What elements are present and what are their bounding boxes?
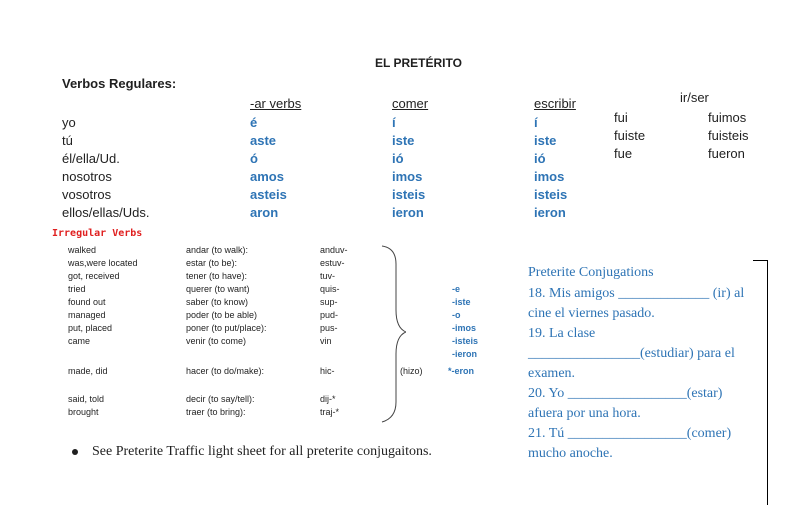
- exercise-line: 19. La clase: [528, 326, 596, 341]
- ar-ending: aste: [250, 133, 277, 148]
- ir-ending: ió: [534, 151, 546, 166]
- exercise-line: afuera por una hora.: [528, 406, 641, 421]
- irregular-stem: hic-: [320, 366, 335, 376]
- ir-ser-form: fuisteis: [708, 128, 749, 143]
- er-ending: iste: [392, 133, 415, 148]
- irregular-english: tried: [68, 284, 86, 294]
- ir-ending: iste: [534, 133, 557, 148]
- er-ending: ieron: [392, 205, 424, 220]
- irregular-infinitive: querer (to want): [186, 284, 250, 294]
- exercise-box-top-edge: [753, 260, 768, 261]
- irregular-stem: pud-: [320, 310, 339, 320]
- ar-ending: ó: [250, 151, 258, 166]
- irregular-stem: tuv-: [320, 271, 336, 281]
- ir-ending: í: [534, 115, 538, 130]
- er-ending: imos: [392, 169, 423, 184]
- er-ending: í: [392, 115, 396, 130]
- note-text: See Preterite Traffic light sheet for all preterite conjugaitons.: [92, 444, 432, 459]
- irregular-english: found out: [68, 297, 106, 307]
- ir-ser-form: fue: [614, 146, 633, 161]
- pronoun: tú: [62, 133, 73, 148]
- ar-ending: amos: [250, 169, 284, 184]
- comer-heading: comer: [392, 96, 429, 111]
- er-ending: isteis: [392, 187, 426, 202]
- irregular-infinitive: tener (to have):: [186, 271, 248, 281]
- pronoun: él/ella/Ud.: [62, 151, 120, 166]
- irregular-english: brought: [68, 407, 99, 417]
- ir-ser-heading: ir/ser: [680, 90, 709, 105]
- pronoun: ellos/ellas/Uds.: [62, 205, 150, 220]
- irregular-infinitive: saber (to know): [186, 297, 249, 307]
- irregular-infinitive: poder (to be able): [186, 310, 258, 320]
- irregular-english: walked: [68, 245, 97, 255]
- ir-ending: ieron: [534, 205, 566, 220]
- irregular-english: was,were located: [68, 258, 138, 268]
- irregular-infinitive: hacer (to do/make):: [186, 366, 265, 376]
- irregular-ending: -iste: [452, 297, 471, 307]
- pronoun: yo: [62, 115, 76, 130]
- irregular-stem: vin: [320, 336, 332, 346]
- irregular-stem: pus-: [320, 323, 338, 333]
- exercise-line: examen.: [528, 366, 576, 381]
- irregular-ending: -o: [452, 310, 461, 320]
- irregular-stem: traj-*: [320, 407, 340, 417]
- irregular-ending: -ieron: [452, 349, 478, 359]
- exercise-line: 18. Mis amigos _____________ (ir) al: [528, 286, 745, 301]
- irregular-stem: sup-: [320, 297, 338, 307]
- ar-ending: aron: [250, 205, 279, 220]
- irregular-english: said, told: [68, 394, 105, 404]
- ir-ser-form: fui: [614, 110, 628, 125]
- irregular-ending: -imos: [452, 323, 477, 333]
- ir-ser-form: fuiste: [614, 128, 646, 143]
- ir-ending: isteis: [534, 187, 568, 202]
- exercise-line: cine el viernes pasado.: [528, 306, 655, 321]
- ir-ending: imos: [534, 169, 565, 184]
- ar-ending: é: [250, 115, 258, 130]
- irregular-infinitive: traer (to bring):: [186, 407, 246, 417]
- irregular-infinitive: poner (to put/place):: [186, 323, 267, 333]
- irregular-infinitive: andar (to walk):: [186, 245, 249, 255]
- pronoun: vosotros: [62, 187, 112, 202]
- irregular-english: managed: [68, 310, 106, 320]
- exercise-line: 21. Tú _________________(comer): [528, 426, 732, 441]
- irregular-english: made, did: [68, 366, 108, 376]
- exercise-heading: Preterite Conjugations: [528, 265, 654, 280]
- irregular-infinitive: decir (to say/tell):: [186, 394, 255, 404]
- hizo-note: (hizo): [400, 366, 423, 376]
- er-ending: ió: [392, 151, 404, 166]
- irregular-stem: dij-*: [320, 394, 336, 404]
- escribir-heading: escribir: [534, 96, 576, 111]
- irregular-english: got, received: [68, 271, 120, 281]
- ir-ser-form: fueron: [708, 146, 745, 161]
- ar-ending: asteis: [250, 187, 287, 202]
- irregular-stem: estuv-: [320, 258, 345, 268]
- exercise-line: 20. Yo _________________(estar): [528, 386, 723, 401]
- pronoun: nosotros: [62, 169, 112, 184]
- irregular-english: put, placed: [68, 323, 113, 333]
- traffic-light-note: [72, 444, 432, 460]
- irregular-stem: anduv-: [320, 245, 348, 255]
- ir-ser-form: fuimos: [708, 110, 747, 125]
- irregular-infinitive: venir (to come): [186, 336, 247, 346]
- regular-verbs-heading: Verbos Regulares:: [62, 76, 177, 91]
- exercise-line: mucho anoche.: [528, 446, 613, 461]
- curly-brace: [376, 244, 406, 424]
- exercise-line: ________________(estudiar) para el: [528, 346, 735, 361]
- irregular-english: came: [68, 336, 91, 346]
- exercise-box-right-edge: [767, 260, 768, 505]
- irregular-infinitive: estar (to be):: [186, 258, 238, 268]
- irregular-stem: quis-: [320, 284, 340, 294]
- irregular-ending: -e: [452, 284, 461, 294]
- page-title: EL PRETÉRITO: [375, 56, 462, 70]
- ar-verbs-heading: -ar verbs: [250, 96, 302, 111]
- bullet-icon: [72, 449, 78, 455]
- irregular-verbs-heading: Irregular Verbs: [52, 228, 143, 239]
- irregular-ending: *-eron: [448, 366, 475, 376]
- irregular-ending: -isteis: [452, 336, 479, 346]
